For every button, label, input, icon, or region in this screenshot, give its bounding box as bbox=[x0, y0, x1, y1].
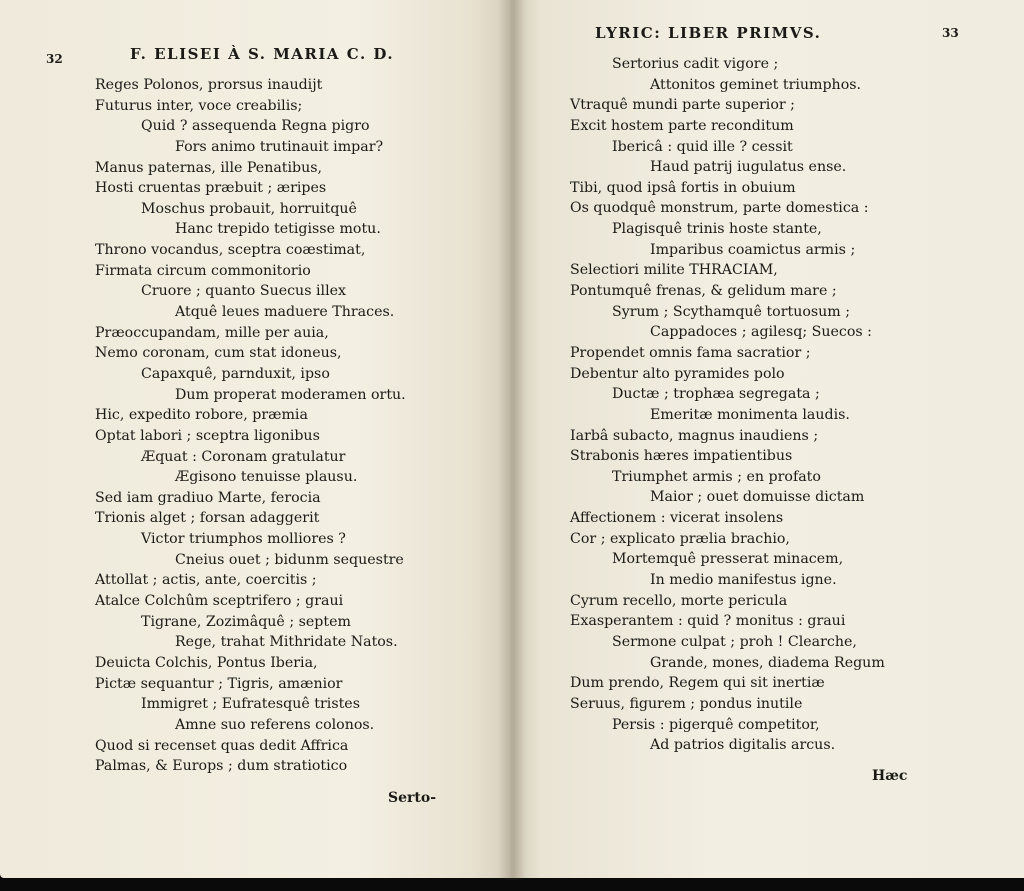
verse-line: Seruus, figurem ; pondus inutile bbox=[570, 695, 803, 712]
verse-line: Æquat : Coronam gratulatur bbox=[141, 448, 346, 465]
verse-line: Rege, trahat Mithridate Natos. bbox=[175, 634, 398, 651]
verse-line: Cor ; explicato prælia brachio, bbox=[570, 530, 790, 547]
verse-line: Sertorius cadit vigore ; bbox=[612, 56, 779, 72]
right-page bbox=[510, 0, 1024, 878]
verse-line: Hanc trepido tetigisse motu. bbox=[175, 221, 381, 238]
verse-line: In medio manifestus igne. bbox=[650, 572, 837, 589]
page-number: 32 bbox=[46, 52, 63, 66]
catchword: Serto- bbox=[388, 790, 437, 806]
verse-line: Attollat ; actis, ante, coercitis ; bbox=[95, 572, 317, 589]
verse-line: Triumphet armis ; en profato bbox=[612, 468, 821, 485]
verse-line: Ductæ ; trophæa segregata ; bbox=[612, 386, 820, 403]
left-page bbox=[0, 0, 510, 878]
verse-line: Dum prendo, Regem qui sit inertiæ bbox=[570, 675, 825, 692]
verse-line: Cappadoces ; agilesq; Suecos : bbox=[650, 324, 872, 341]
verse-line: Deuicta Colchis, Pontus Iberia, bbox=[95, 654, 318, 671]
verse-line: Futurus inter, voce creabilis; bbox=[95, 97, 303, 114]
verse-line: Throno vocandus, sceptra coæstimat, bbox=[95, 242, 366, 259]
verse-line: Quid ? assequenda Regna pigro bbox=[141, 118, 370, 135]
verse-line: Ibericâ : quid ille ? cessit bbox=[612, 138, 793, 155]
verse-line: Mortemquê presserat minacem, bbox=[612, 551, 844, 568]
verse-line: Cyrum recello, morte pericula bbox=[570, 592, 788, 609]
verse-line: Capaxquê, parnduxit, ipso bbox=[141, 365, 330, 382]
verse-line: Selectiori milite THRACIAM, bbox=[570, 262, 778, 279]
verse-line: Nemo coronam, cum stat idoneus, bbox=[95, 345, 342, 362]
verse-line: Manus paternas, ille Penatibus, bbox=[95, 159, 323, 176]
verse-line: Pictæ sequantur ; Tigris, amænior bbox=[95, 675, 343, 692]
verse-line: Pontumquê frenas, & gelidum mare ; bbox=[570, 283, 837, 300]
verse-line: Atalce Colchûm sceptrifero ; graui bbox=[95, 593, 344, 610]
verse-line: Palmas, & Europs ; dum stratiotico bbox=[95, 758, 348, 775]
verse-line: Hosti cruentas præbuit ; æripes bbox=[95, 180, 327, 197]
page-number: 33 bbox=[942, 26, 959, 40]
verse-line: Exasperantem : quid ? monitus : graui bbox=[570, 613, 846, 630]
verse-line: Cneius ouet ; bidunm sequestre bbox=[175, 551, 404, 568]
verse-line: Excit hostem parte reconditum bbox=[570, 117, 794, 134]
verse-line: Victor triumphos molliores ? bbox=[141, 531, 346, 548]
verse-line: Persis : pigerquê competitor, bbox=[612, 716, 820, 733]
verse-line: Amne suo referens colonos. bbox=[175, 716, 375, 733]
verse-line: Affectionem : vicerat insolens bbox=[570, 510, 784, 527]
verse-line: Cruore ; quanto Suecus illex bbox=[141, 283, 346, 300]
verse-lines bbox=[95, 75, 406, 777]
verse-line: Imparibus coamictus armis ; bbox=[650, 241, 856, 258]
verse-line: Os quodquê monstrum, parte domestica : bbox=[570, 200, 869, 217]
verse-line: Reges Polonos, prorsus inaudijt bbox=[95, 77, 323, 93]
verse-line: Sed iam gradiuo Marte, ferocia bbox=[95, 489, 321, 506]
catchword: Hæc bbox=[872, 768, 908, 784]
verse-line: Iarbâ subacto, magnus inaudiens ; bbox=[570, 427, 819, 444]
verse-line: Tigrane, Zozimâquê ; septem bbox=[141, 613, 351, 630]
verse-line: Grande, mones, diadema Regum bbox=[650, 654, 885, 671]
verse-line: Plagisquê trinis hoste stante, bbox=[612, 221, 822, 238]
verse-line: Immigret ; Eufratesquê tristes bbox=[141, 696, 360, 713]
verse-line: Ad patrios digitalis arcus. bbox=[650, 737, 836, 754]
verse-line: Hic, expedito robore, præmia bbox=[95, 407, 308, 424]
verse-line: Ægisono tenuisse plausu. bbox=[175, 469, 358, 486]
verse-line: Vtraquê mundi parte superior ; bbox=[570, 97, 795, 114]
verse-line: Fors animo trutinauit impar? bbox=[175, 138, 384, 155]
running-head: LYRIC: LIBER PRIMVS. bbox=[595, 24, 822, 42]
verse-line: Propendet omnis fama sacratior ; bbox=[570, 344, 811, 361]
verse-line: Quod si recenset quas dedit Affrica bbox=[95, 737, 349, 754]
verse-line: Dum properat moderamen ortu. bbox=[175, 386, 406, 403]
verse-line: Debentur alto pyramides polo bbox=[570, 365, 785, 382]
verse-line: Strabonis hæres impatientibus bbox=[570, 448, 793, 465]
verse-line: Syrum ; Scythamquê tortuosum ; bbox=[612, 303, 851, 320]
verse-line: Tibi, quod ipsâ fortis in obuium bbox=[570, 179, 796, 196]
book-gutter bbox=[498, 0, 526, 880]
verse-line: Firmata circum commonitorio bbox=[95, 262, 311, 279]
verse-line: Haud patrij iugulatus ense. bbox=[650, 159, 847, 176]
verse-line: Attonitos geminet triumphos. bbox=[650, 76, 862, 93]
verse-line: Trionis alget ; forsan adaggerit bbox=[95, 510, 320, 527]
verse-line: Emeritæ monimenta laudis. bbox=[650, 406, 850, 423]
verse-line: Sermone culpat ; proh ! Clearche, bbox=[612, 633, 857, 650]
verse-line: Maior ; ouet domuisse dictam bbox=[650, 489, 865, 506]
verse-line: Atquê leues maduere Thraces. bbox=[175, 304, 395, 321]
verse-line: Optat labori ; sceptra ligonibus bbox=[95, 427, 320, 444]
verse-line: Præoccupandam, mille per auia, bbox=[95, 324, 329, 341]
running-head: F. ELISEI À S. MARIA C. D. bbox=[130, 45, 395, 63]
verse-line: Moschus probauit, horruitquê bbox=[141, 200, 357, 217]
verse-lines bbox=[570, 54, 885, 756]
